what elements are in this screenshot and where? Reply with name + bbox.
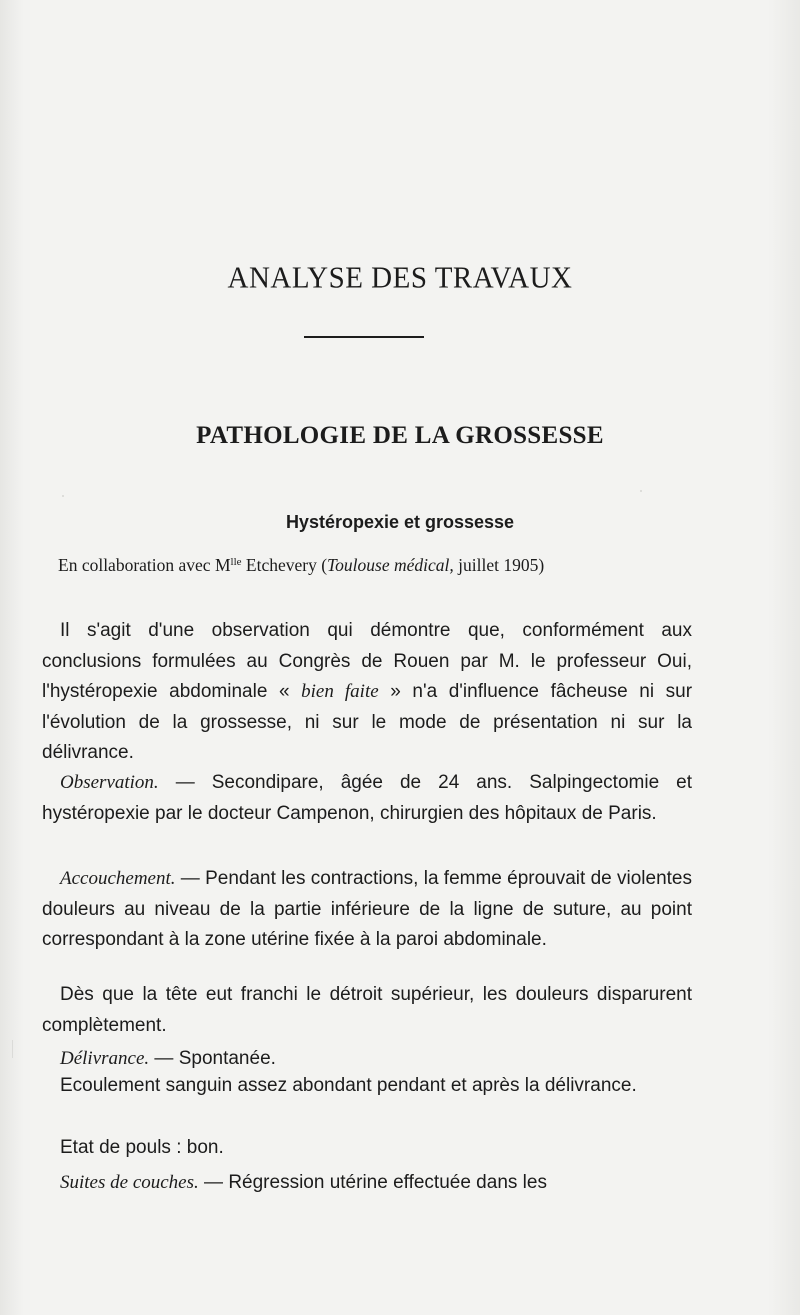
paragraph-accouchement-text: — Pendant les contractions, la femme éprouvait de violentes douleurs au niveau de la partie inférieure de la ligne de suture, au point correspondant à la zone utérine fixée à la paroi abdominale. <box>42 868 692 950</box>
paragraph-observation <box>42 768 692 829</box>
paragraph-pouls <box>42 1133 692 1164</box>
title-rule <box>304 336 424 338</box>
byline-date: juillet 1905) <box>453 555 545 575</box>
paragraph-observation-text: — Secondipare, âgée de 24 ans. Salpingectomie et hystéropexie par le docteur Campenon, chirurgien des hôpitaux de Paris. <box>42 772 692 824</box>
paragraph-delivrance <box>42 1044 692 1075</box>
chapter-title: PATHOLOGIE DE LA GROSSESSE <box>196 422 604 449</box>
byline-name: Etchevery ( <box>241 555 328 575</box>
byline-title-sup: lle <box>230 556 242 568</box>
section-title: ANALYSE DES TRAVAUX <box>227 261 573 295</box>
paragraph-douleurs-text: Dès que la tête eut franchi le détroit supérieur, les douleurs disparurent complètement. <box>42 984 692 1036</box>
scan-speck <box>12 1040 13 1058</box>
paragraph-delivrance-lead: Délivrance. <box>60 1048 150 1069</box>
byline-prefix: En collaboration avec M <box>58 555 231 575</box>
paragraph-intro-text-a: Il s'agit d'une observation qui démontre que, conformément aux conclusions formulées au Congrès de Rouen par M. le professeur Oui, l'hystéropexie abdominale « <box>42 620 692 702</box>
paragraph-intro <box>42 616 692 769</box>
paragraph-ecoulement-text: Ecoulement sanguin assez abondant pendant et après la délivrance. <box>60 1075 637 1096</box>
paragraph-douleurs <box>42 980 692 1041</box>
paragraph-observation-lead: Observation. <box>60 772 159 793</box>
paragraph-accouchement <box>42 864 692 956</box>
paragraph-intro-emphasis: bien faite <box>301 681 379 702</box>
article-title: Hystéropexie et grossesse <box>285 512 515 532</box>
scan-speck <box>640 490 642 492</box>
paragraph-suites-text: — Régression utérine effectuée dans les <box>198 1172 547 1193</box>
byline-journal: Toulouse médical, <box>327 555 454 575</box>
article-byline <box>58 555 698 576</box>
paragraph-pouls-text: Etat de pouls : bon. <box>60 1137 224 1158</box>
paragraph-intro-text-b: » n'a d'influence fâcheuse ni sur l'évolution de la grossesse, ni sur le mode de présentation ni sur la délivrance. <box>42 681 693 763</box>
paragraph-suites-lead: Suites de couches. <box>60 1172 199 1193</box>
paragraph-ecoulement <box>42 1071 692 1102</box>
paragraph-delivrance-text: — Spontanée. <box>149 1048 276 1069</box>
paragraph-suites <box>42 1168 692 1199</box>
scan-speck <box>62 495 64 497</box>
paragraph-accouchement-lead: Accouchement. <box>60 868 176 889</box>
